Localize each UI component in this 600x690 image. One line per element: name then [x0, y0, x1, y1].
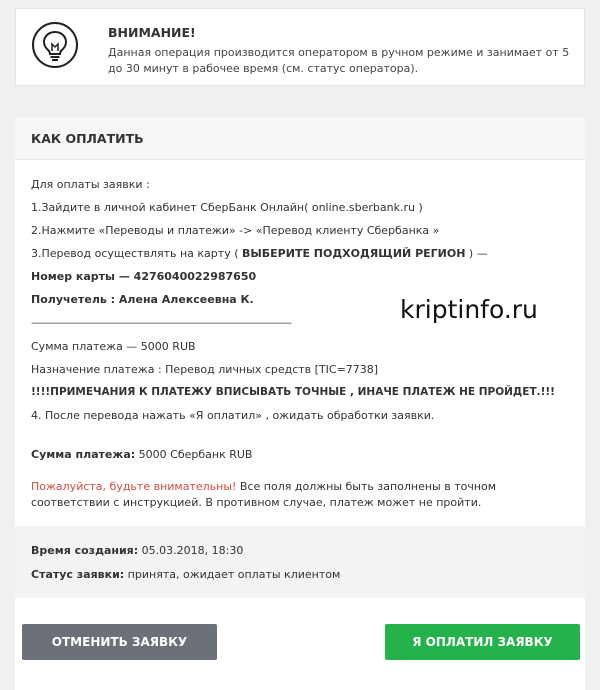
step-2: 2.Нажмите «Переводы и платежи» -> «Перевод клиенту Сбербанка » [31, 224, 440, 237]
lightbulb-icon [31, 21, 79, 69]
i-paid-button[interactable]: Я ОПЛАТИЛ ЗАЯВКУ [385, 624, 580, 660]
step-3-suffix: ) — [465, 247, 488, 260]
recipient: Получетель : Алена Алексеевна К. [31, 293, 254, 306]
status-value: принята, ожидает оплаты клиентом [124, 568, 341, 581]
sum-value: 5000 Сбербанк RUB [135, 448, 253, 461]
created-label: Время создания: [31, 544, 139, 557]
warning-red: Пожалуйста, будьте внимательны! [31, 480, 237, 493]
action-bar [15, 598, 585, 690]
notice-text: Данная операция производится оператором в ручном режиме и занимает от 5 до 30 минут в рабочее время (см. статус оператора). [108, 46, 570, 75]
step-3-region: ВЫБЕРИТЕ ПОДХОДЯЩИЙ РЕГИОН [242, 247, 466, 260]
sum-line [31, 448, 252, 461]
created-line [31, 544, 243, 557]
notice-banner [15, 8, 585, 86]
card-title: КАК ОПЛАТИТЬ [15, 117, 585, 160]
step-3 [31, 247, 488, 260]
watermark: kriptinfo.ru [400, 295, 538, 324]
step-1: 1.Зайдите в личной кабинет СберБанк Онлайн( online.sberbank.ru ) [31, 201, 423, 214]
payment-instructions-card [15, 117, 585, 690]
important-note: !!!!ПРИМЕЧАНИЯ К ПЛАТЕЖУ ВПИСЫВАТЬ ТОЧНЫЕ , ИНАЧЕ ПЛАТЕЖ НЕ ПРОЙДЕТ.!!! [31, 386, 555, 398]
instructions-body [15, 160, 585, 526]
cancel-request-button[interactable]: ОТМЕНИТЬ ЗАЯВКУ [22, 624, 217, 660]
card-number: Номер карты — 4276040022987650 [31, 270, 257, 283]
notice-title: ВНИМАНИЕ! [108, 25, 196, 40]
status-label: Статус заявки: [31, 568, 125, 581]
created-value: 05.03.2018, 18:30 [138, 544, 244, 557]
intro-line: Для оплаты заявки : [31, 178, 150, 191]
sum-label: Сумма платежа: [31, 448, 136, 461]
status-line [31, 568, 340, 581]
step-3-prefix: 3.Перевод осуществлять на карту ( [31, 247, 242, 260]
amount-line: Сумма платежа — 5000 RUB [31, 340, 196, 353]
warning-body: Все поля должны быть заполнены в точном соответствии с инструкцией. В противном случае, платеж может не пройти. [31, 480, 497, 509]
warning-text [31, 479, 571, 511]
step-4: 4. После перевода нажать «Я оплатил» , ожидать обработки заявки. [31, 409, 435, 422]
payment-purpose: Назначение платежа : Перевод личных средств [TIC=7738] [31, 363, 379, 376]
divider-line: —————————————————————————— [31, 316, 291, 329]
request-meta [15, 526, 585, 598]
